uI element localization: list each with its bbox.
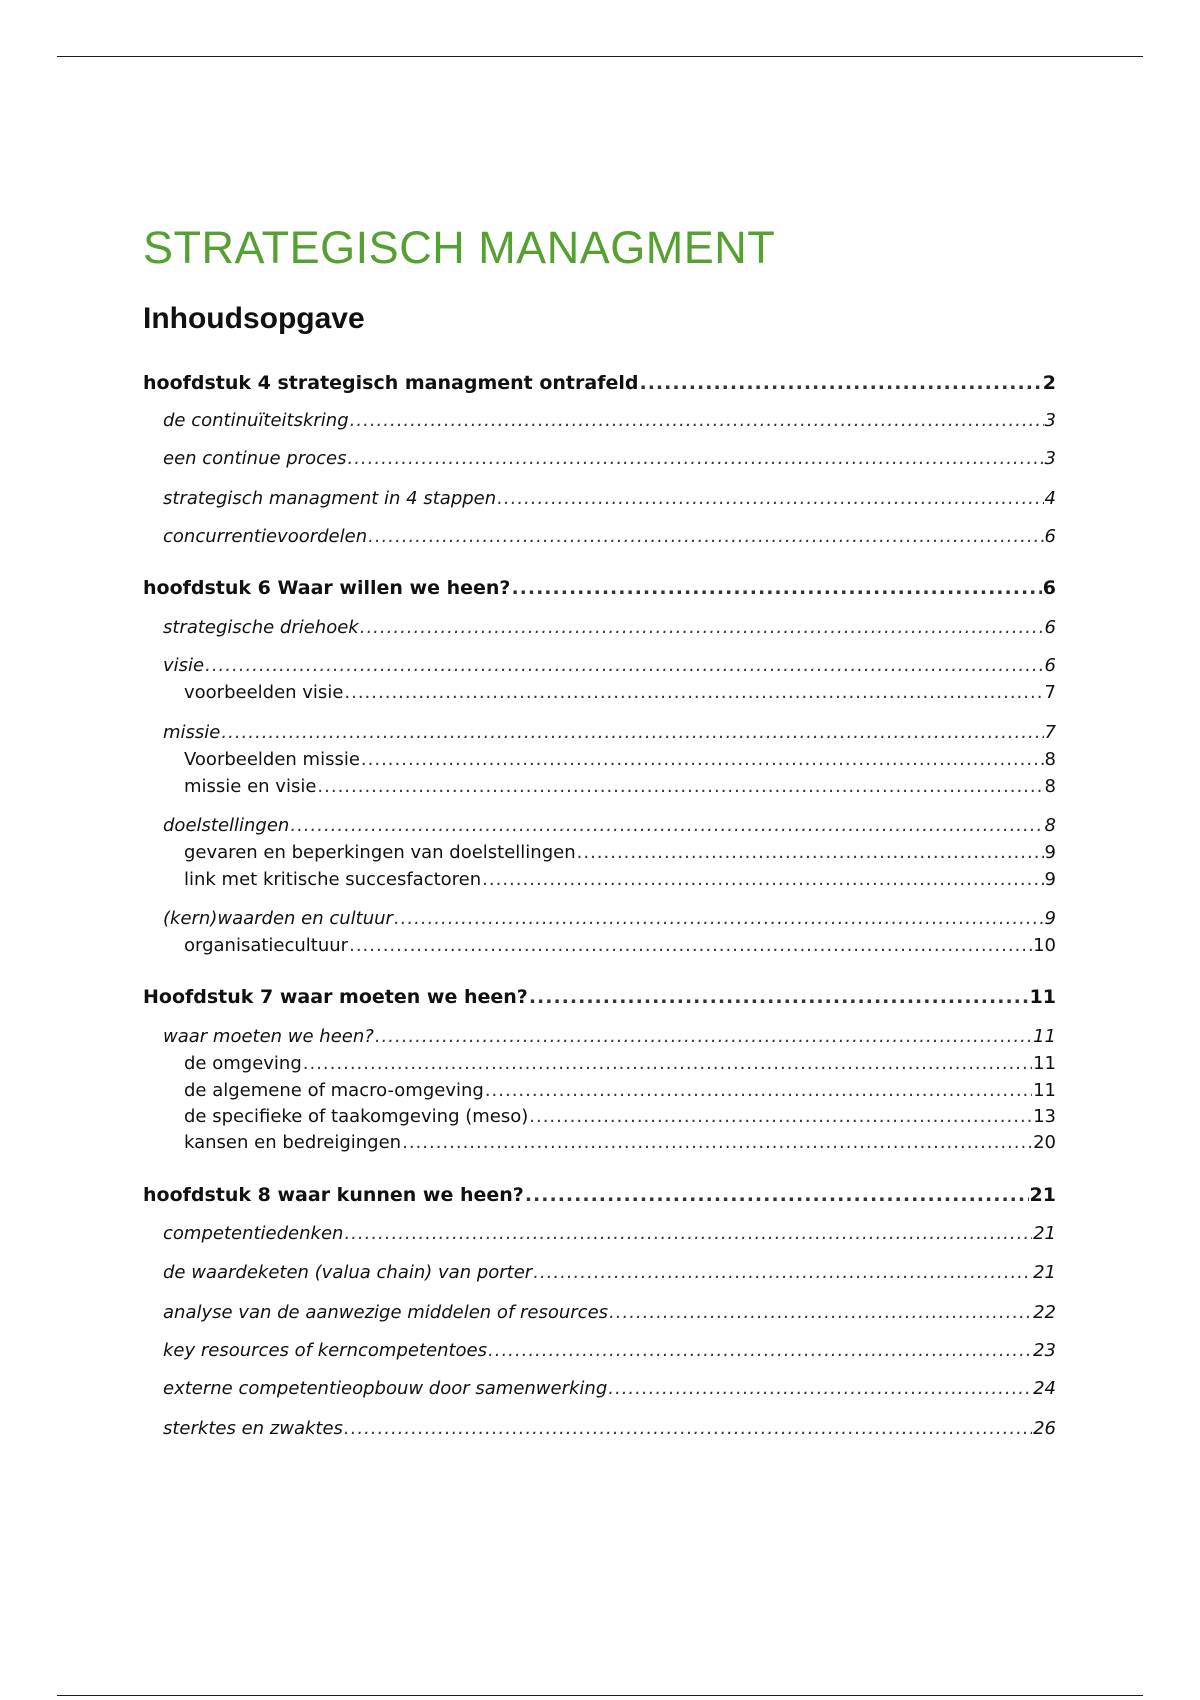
toc-heading: Inhoudsopgave bbox=[143, 302, 365, 335]
toc-label: een continue proces bbox=[163, 448, 347, 469]
toc-chapter-4[interactable] bbox=[143, 372, 1056, 394]
toc-section[interactable] bbox=[163, 1340, 1056, 1362]
toc-label: organisatiecultuur bbox=[184, 935, 349, 956]
leader-dots bbox=[317, 776, 1043, 798]
toc-page-number: 7 bbox=[1044, 722, 1056, 743]
toc-label: strategisch managment in 4 stappen bbox=[163, 488, 497, 509]
toc-page-number: 9 bbox=[1044, 869, 1056, 890]
leader-dots bbox=[349, 935, 1032, 957]
toc-page-number: 21 bbox=[1033, 1262, 1056, 1283]
toc-label: de specifieke of taakomgeving (meso) bbox=[184, 1106, 529, 1127]
toc-label: de omgeving bbox=[184, 1053, 302, 1074]
toc-label: visie bbox=[163, 655, 205, 676]
toc-label: missie en visie bbox=[184, 776, 317, 797]
toc-section[interactable] bbox=[163, 1418, 1056, 1440]
toc-section[interactable] bbox=[163, 908, 1056, 930]
toc-section[interactable] bbox=[163, 815, 1056, 837]
toc-chapter-8[interactable] bbox=[143, 1184, 1056, 1206]
toc-page-number: 22 bbox=[1033, 1302, 1056, 1323]
toc-page-number: 11 bbox=[1033, 1053, 1056, 1074]
toc-label: analyse van de aanwezige middelen of resources bbox=[163, 1302, 609, 1323]
toc-page-number: 2 bbox=[1042, 372, 1056, 394]
leader-dots bbox=[482, 869, 1043, 891]
toc-chapter-7[interactable] bbox=[143, 986, 1056, 1008]
toc-page-number: 9 bbox=[1044, 908, 1056, 929]
toc-page-number: 4 bbox=[1044, 488, 1056, 509]
toc-page-number: 8 bbox=[1044, 815, 1056, 836]
leader-dots bbox=[511, 577, 1041, 599]
toc-subsection[interactable] bbox=[184, 682, 1056, 704]
leader-dots bbox=[402, 1132, 1032, 1154]
toc-section[interactable] bbox=[163, 722, 1056, 744]
toc-subsection[interactable] bbox=[184, 842, 1056, 864]
toc-label: link met kritische succesfactoren bbox=[184, 869, 482, 890]
toc-label: missie bbox=[163, 722, 221, 743]
toc-label: de algemene of macro-omgeving bbox=[184, 1080, 484, 1101]
toc-page-number: 11 bbox=[1033, 1026, 1056, 1047]
toc-page-number: 24 bbox=[1033, 1378, 1056, 1399]
leader-dots bbox=[290, 815, 1043, 837]
toc-label: concurrentievoordelen bbox=[163, 526, 368, 547]
toc-subsection[interactable] bbox=[184, 935, 1056, 957]
toc-page-number: 8 bbox=[1044, 749, 1056, 770]
toc-subsection[interactable] bbox=[184, 1053, 1056, 1075]
toc-subsection[interactable] bbox=[184, 1080, 1056, 1102]
leader-dots bbox=[525, 1184, 1029, 1206]
toc-label: doelstellingen bbox=[163, 815, 290, 836]
toc-page-number: 6 bbox=[1044, 655, 1056, 676]
leader-dots bbox=[533, 1262, 1032, 1284]
toc-page-number: 26 bbox=[1033, 1418, 1056, 1439]
toc-chapter-6[interactable] bbox=[143, 577, 1056, 599]
toc-page-number: 23 bbox=[1033, 1340, 1056, 1361]
toc-label: de waardeketen (valua chain) van porter bbox=[163, 1262, 533, 1283]
leader-dots bbox=[344, 682, 1043, 704]
toc-label: Voorbeelden missie bbox=[184, 749, 360, 770]
toc-section[interactable] bbox=[163, 488, 1056, 510]
leader-dots bbox=[205, 655, 1043, 677]
toc-label: hoofdstuk 8 waar kunnen we heen? bbox=[143, 1184, 524, 1206]
leader-dots bbox=[608, 1378, 1032, 1400]
toc-subsection[interactable] bbox=[184, 1132, 1056, 1154]
toc-section[interactable] bbox=[163, 1378, 1056, 1400]
toc-label: Hoofdstuk 7 waar moeten we heen? bbox=[143, 986, 528, 1008]
leader-dots bbox=[344, 1418, 1032, 1440]
toc-label: kansen en bedreigingen bbox=[184, 1132, 402, 1153]
toc-label: competentiedenken bbox=[163, 1223, 344, 1244]
leader-dots bbox=[485, 1080, 1032, 1102]
leader-dots bbox=[639, 372, 1041, 394]
leader-dots bbox=[344, 1223, 1032, 1245]
toc-section[interactable] bbox=[163, 1026, 1056, 1048]
toc-page-number: 9 bbox=[1044, 842, 1056, 863]
leader-dots bbox=[350, 410, 1044, 432]
leader-dots bbox=[529, 986, 1029, 1008]
leader-dots bbox=[360, 617, 1044, 639]
leader-dots bbox=[347, 448, 1043, 470]
toc-section[interactable] bbox=[163, 1302, 1056, 1324]
toc-section[interactable] bbox=[163, 410, 1056, 432]
toc-page-number: 10 bbox=[1033, 935, 1056, 956]
header-rule bbox=[57, 56, 1143, 57]
toc-section[interactable] bbox=[163, 1262, 1056, 1284]
toc-label: voorbeelden visie bbox=[184, 682, 344, 703]
toc-subsection[interactable] bbox=[184, 1106, 1056, 1128]
toc-label: hoofdstuk 6 Waar willen we heen? bbox=[143, 577, 511, 599]
document-title: STRATEGISCH MANAGMENT bbox=[143, 222, 776, 273]
leader-dots bbox=[488, 1340, 1032, 1362]
toc-label: externe competentieopbouw door samenwerking bbox=[163, 1378, 608, 1399]
toc-section[interactable] bbox=[163, 526, 1056, 548]
toc-subsection[interactable] bbox=[184, 749, 1056, 771]
toc-section[interactable] bbox=[163, 1223, 1056, 1245]
toc-label: strategische driehoek bbox=[163, 617, 359, 638]
toc-page-number: 21 bbox=[1029, 1184, 1056, 1206]
toc-page-number: 20 bbox=[1033, 1132, 1056, 1153]
toc-page-number: 7 bbox=[1044, 682, 1056, 703]
toc-label: gevaren en beperkingen van doelstellingen bbox=[184, 842, 576, 863]
leader-dots bbox=[375, 1026, 1032, 1048]
toc-page-number: 6 bbox=[1044, 617, 1056, 638]
leader-dots bbox=[577, 842, 1044, 864]
toc-page-number: 21 bbox=[1033, 1223, 1056, 1244]
leader-dots bbox=[394, 908, 1044, 930]
toc-page-number: 6 bbox=[1042, 577, 1056, 599]
toc-subsection[interactable] bbox=[184, 776, 1056, 798]
toc-label: waar moeten we heen? bbox=[163, 1026, 374, 1047]
leader-dots bbox=[368, 526, 1043, 548]
toc-label: de continuïteitskring bbox=[163, 410, 349, 431]
toc-label: key resources of kerncompetentoes bbox=[163, 1340, 487, 1361]
toc-section[interactable] bbox=[163, 448, 1056, 470]
footer-rule bbox=[57, 1695, 1143, 1696]
toc-page-number: 13 bbox=[1033, 1106, 1056, 1127]
leader-dots bbox=[221, 722, 1043, 744]
toc-page-number: 11 bbox=[1033, 1080, 1056, 1101]
leader-dots bbox=[303, 1053, 1032, 1075]
toc-label: (kern)waarden en cultuur bbox=[163, 908, 393, 929]
toc-page-number: 3 bbox=[1044, 448, 1056, 469]
toc-label: sterktes en zwaktes bbox=[163, 1418, 343, 1439]
leader-dots bbox=[529, 1106, 1032, 1128]
leader-dots bbox=[361, 749, 1044, 771]
toc-section[interactable] bbox=[163, 617, 1056, 639]
toc-label: hoofdstuk 4 strategisch managment ontrafeld bbox=[143, 372, 639, 394]
toc-subsection[interactable] bbox=[184, 869, 1056, 891]
toc-page-number: 11 bbox=[1029, 986, 1056, 1008]
leader-dots bbox=[609, 1302, 1032, 1324]
toc-page-number: 3 bbox=[1044, 410, 1056, 431]
toc-page-number: 8 bbox=[1044, 776, 1056, 797]
leader-dots bbox=[497, 488, 1043, 510]
toc-section[interactable] bbox=[163, 655, 1056, 677]
toc-page-number: 6 bbox=[1044, 526, 1056, 547]
